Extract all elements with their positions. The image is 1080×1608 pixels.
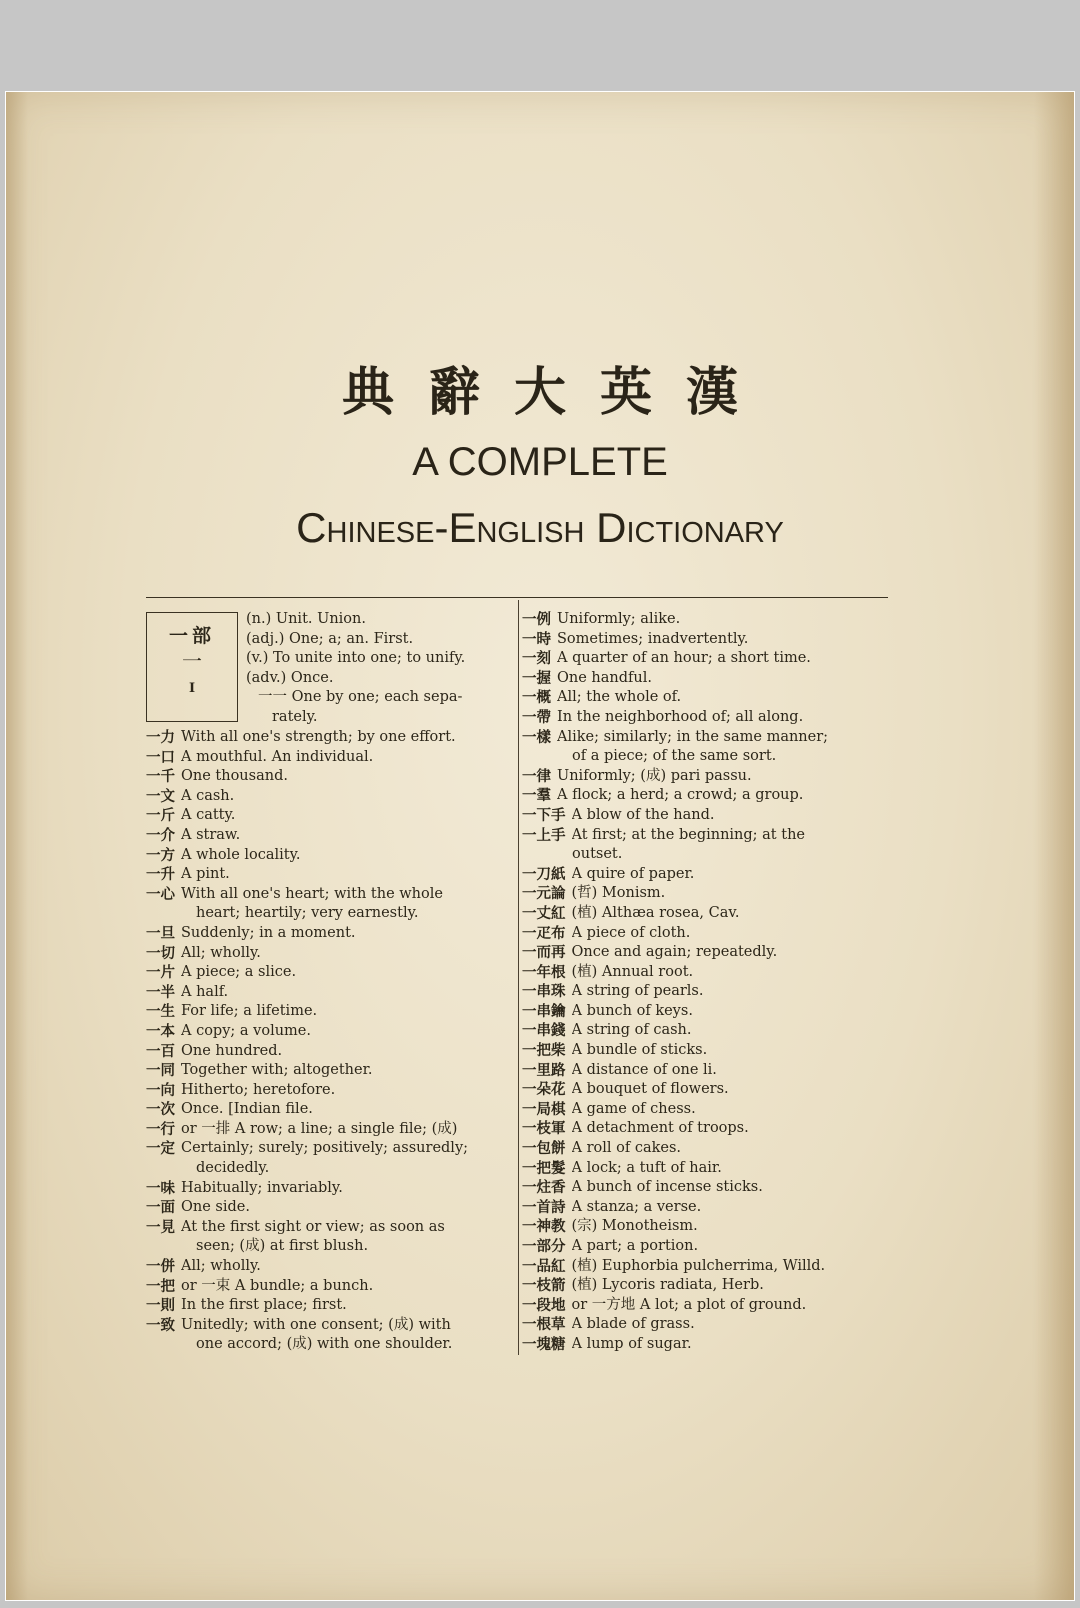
dictionary-entry <box>522 1296 888 1316</box>
page-edge-shadow <box>6 92 28 1600</box>
entry-term: 一疋布 <box>522 924 566 942</box>
entry-definition: or 一方地 A lot; a plot of ground. <box>571 1296 807 1313</box>
chinese-title: 典辭大英漢 <box>341 362 772 423</box>
entry-definition: Uniformly; (成) pari passu. <box>557 767 752 784</box>
dictionary-entry <box>146 983 508 1003</box>
entry-definition: A copy; a volume. <box>181 1022 311 1039</box>
right-column <box>522 610 888 1355</box>
dictionary-entry <box>146 885 508 905</box>
entry-term: 一見 <box>146 1218 175 1236</box>
dictionary-entry <box>522 1119 888 1139</box>
entry-definition: One side. <box>181 1199 250 1216</box>
entry-definition: (植) Annual root. <box>571 963 694 980</box>
dictionary-entry <box>146 728 508 748</box>
dictionary-entry <box>522 1198 888 1218</box>
dictionary-entry <box>522 1335 888 1355</box>
entry-term: 一刻 <box>522 650 551 668</box>
dictionary-entry <box>522 767 888 787</box>
dictionary-entry <box>522 1021 888 1041</box>
dictionary-entry <box>146 826 508 846</box>
entry-term: 一向 <box>146 1081 175 1099</box>
dictionary-entry <box>522 904 888 924</box>
entry-definition: A half. <box>181 983 229 1000</box>
title-rule <box>146 597 888 598</box>
entry-definition: A quire of paper. <box>571 865 695 882</box>
entry-definition: One handful. <box>557 669 652 686</box>
entry-definition-cont: decidedly. <box>196 1160 270 1177</box>
entry-term: 一下手 <box>522 806 566 824</box>
entry-definition: All; the whole of. <box>557 689 682 706</box>
entry-definition-cont: of a piece; of the same sort. <box>572 748 777 765</box>
entry-term: 一文 <box>146 787 175 805</box>
entry-definition: A cash. <box>181 787 235 804</box>
dictionary-entry <box>146 1120 508 1140</box>
entry-term: 一丈紅 <box>522 904 566 922</box>
dictionary-entry <box>146 1257 508 1277</box>
entry-term: 一同 <box>146 1062 175 1080</box>
entry-definition: Hitherto; heretofore. <box>181 1081 336 1098</box>
dictionary-entry <box>146 924 508 944</box>
dictionary-entry <box>522 610 888 630</box>
entry-term: 一生 <box>146 1003 175 1021</box>
dictionary-entry <box>522 1276 888 1296</box>
dictionary-entry <box>522 826 888 846</box>
dictionary-entry <box>522 1237 888 1257</box>
sense-adjective: (adj.) One; a; an. First. <box>246 630 414 647</box>
entry-definition: Certainly; surely; positively; assuredly; <box>181 1140 469 1157</box>
entry-term: 一半 <box>146 983 175 1001</box>
entry-term: 一部分 <box>522 1238 566 1255</box>
dictionary-entry <box>522 1217 888 1237</box>
entry-definition: A string of pearls. <box>571 983 704 1000</box>
entry-term: 一時 <box>522 630 551 648</box>
entry-term: 一里路 <box>522 1061 566 1079</box>
entry-term: 一枝箭 <box>522 1277 566 1295</box>
entry-term: 一行 <box>146 1120 175 1138</box>
sense-verb: (v.) To unite into one; to unify. <box>246 650 466 667</box>
entry-term: 一局棋 <box>522 1100 566 1118</box>
entry-definition: In the neighborhood of; all along. <box>557 708 804 725</box>
entry-definition: A lump of sugar. <box>571 1335 692 1352</box>
dictionary-entry <box>522 1178 888 1198</box>
entry-term: 一樣 <box>522 728 551 746</box>
radical-character: 一 <box>182 648 202 673</box>
entry-definition-cont: one accord; (成) with one shoulder. <box>196 1336 453 1353</box>
entry-term: 一切 <box>146 944 175 962</box>
entry-definition-cont: seen; (成) at first blush. <box>196 1238 369 1255</box>
dictionary-entry <box>146 865 508 885</box>
entry-definition: A roll of cakes. <box>571 1140 682 1157</box>
dictionary-entry <box>522 708 888 728</box>
entry-term: 一刀紙 <box>522 865 566 883</box>
title-line-1: A COMPLETE <box>412 440 668 484</box>
left-column <box>146 610 508 1355</box>
entry-term: 一片 <box>146 964 175 982</box>
entry-term: 一枝軍 <box>522 1120 566 1138</box>
entry-term: 一串珠 <box>522 983 566 1001</box>
entry-definition: For life; a lifetime. <box>181 1003 318 1020</box>
entry-term: 一次 <box>146 1101 175 1119</box>
entry-term: 一口 <box>146 748 175 766</box>
dictionary-entry <box>522 649 888 669</box>
entry-definition: At the first sight or view; as soon as <box>181 1218 445 1235</box>
dictionary-entry <box>522 688 888 708</box>
entry-term: 一握 <box>522 669 551 687</box>
entry-definition: A part; a portion. <box>571 1238 699 1254</box>
entry-definition: A quarter of an hour; a short time. <box>557 650 811 667</box>
entry-definition: A string of cash. <box>571 1022 692 1039</box>
entry-definition: One hundred. <box>181 1042 283 1059</box>
dictionary-entry <box>522 924 888 944</box>
sense-noun: (n.) Unit. Union. <box>246 611 366 627</box>
dictionary-entry <box>146 806 508 826</box>
entry-definition: A flock; a herd; a crowd; a group. <box>557 787 804 804</box>
entry-definition: (植) Lycoris radiata, Herb. <box>571 1277 764 1294</box>
entry-term: 一首詩 <box>522 1198 566 1216</box>
radical-label: 一部 <box>168 625 215 647</box>
dictionary-entry <box>522 1257 888 1277</box>
entry-term: 一把髮 <box>522 1159 566 1177</box>
entry-definition: Uniformly; alike. <box>557 611 681 627</box>
entry-definition: With all one's strength; by one effort. <box>181 729 456 745</box>
entry-definition: (宗) Monotheism. <box>571 1218 698 1235</box>
entry-term: 一方 <box>146 846 175 864</box>
dictionary-entry <box>146 748 508 768</box>
radical-number: I <box>188 680 196 696</box>
entry-definition: A stanza; a verse. <box>571 1198 702 1215</box>
title-line-2: Chinese-English Dictionary <box>296 504 784 551</box>
entry-definition: Habitually; invariably. <box>181 1179 343 1196</box>
entry-term: 一本 <box>146 1022 175 1040</box>
dictionary-entry <box>522 963 888 983</box>
dictionary-entry <box>146 1002 508 1022</box>
entry-definition: (哲) Monism. <box>571 885 666 902</box>
dictionary-entry <box>522 1002 888 1022</box>
dictionary-entry <box>146 787 508 807</box>
entry-term: 一定 <box>146 1140 175 1158</box>
dictionary-entry <box>146 1100 508 1120</box>
entry-term: 一年根 <box>522 963 566 981</box>
column-divider <box>518 600 519 1355</box>
entry-definition: or 一束 A bundle; a bunch. <box>181 1277 374 1294</box>
entry-definition: A distance of one li. <box>571 1061 717 1078</box>
dictionary-entry <box>146 944 508 964</box>
entry-definition: A bunch of keys. <box>571 1002 693 1019</box>
entry-definition: Unitedly; with one consent; (成) with <box>181 1316 451 1333</box>
dictionary-entry <box>522 1100 888 1120</box>
entry-definition: In the first place; first. <box>181 1297 347 1314</box>
dictionary-entry <box>522 1315 888 1335</box>
entry-term: 一把柴 <box>522 1042 566 1060</box>
dictionary-entry <box>146 1198 508 1218</box>
entry-term: 一包餅 <box>522 1140 566 1158</box>
sense-compound-cont: rately. <box>272 708 318 725</box>
entry-term: 一味 <box>146 1179 175 1197</box>
dictionary-entry <box>146 1022 508 1042</box>
entry-term: 一品紅 <box>522 1257 566 1275</box>
dictionary-entry <box>522 669 888 689</box>
entry-term: 一則 <box>146 1297 175 1315</box>
entry-term: 一元論 <box>522 885 566 903</box>
dictionary-entry <box>146 1139 508 1159</box>
dictionary-entry <box>522 865 888 885</box>
entry-term: 一上手 <box>522 826 566 844</box>
entry-definition: A blow of the hand. <box>571 806 715 823</box>
dictionary-entry <box>146 1218 508 1238</box>
dictionary-entry <box>522 1159 888 1179</box>
head-senses <box>238 610 508 728</box>
entry-definition: Together with; altogether. <box>181 1062 373 1079</box>
dictionary-entry <box>522 630 888 650</box>
entry-definition: A bundle of sticks. <box>571 1042 708 1059</box>
entry-definition: With all one's heart; with the whole <box>181 885 443 902</box>
entry-definition-cont: heart; heartily; very earnestly. <box>196 905 419 922</box>
entry-definition: A piece; a slice. <box>181 964 297 981</box>
dictionary-entry <box>146 1042 508 1062</box>
entry-definition: A game of chess. <box>571 1100 696 1117</box>
entry-term: 一概 <box>522 689 551 707</box>
dictionary-entry <box>522 1041 888 1061</box>
dictionary-page <box>6 92 1074 1600</box>
entry-definition: A detachment of troops. <box>571 1120 749 1137</box>
entry-definition: (植) Euphorbia pulcherrima, Willd. <box>571 1257 826 1274</box>
entry-term: 一羣 <box>522 787 551 805</box>
entry-definition: A mouthful. An individual. <box>181 748 374 765</box>
entry-term: 一斤 <box>146 807 175 825</box>
dictionary-entry <box>146 1316 508 1336</box>
entry-definition: A bouquet of flowers. <box>571 1081 729 1098</box>
dictionary-entry <box>146 1277 508 1297</box>
entry-term: 一致 <box>146 1316 175 1334</box>
entry-definition: or 一排 A row; a line; a single file; (成) <box>181 1120 458 1137</box>
entry-definition: All; wholly. <box>181 1258 261 1275</box>
entry-definition: Once. [Indian file. <box>181 1101 313 1118</box>
entry-term: 一塊糖 <box>522 1335 566 1353</box>
entry-term: 一律 <box>522 767 551 785</box>
entry-term: 一根草 <box>522 1316 566 1334</box>
dictionary-entry <box>146 1061 508 1081</box>
entry-definition: Alike; similarly; in the same manner; <box>557 728 829 745</box>
entry-term: 一百 <box>146 1042 175 1060</box>
entry-term: 一炷香 <box>522 1179 566 1197</box>
dictionary-entry <box>522 1061 888 1081</box>
entry-definition: A straw. <box>181 826 241 843</box>
dictionary-entry <box>522 1139 888 1159</box>
entry-term: 一串錢 <box>522 1022 566 1040</box>
entry-term: 一帶 <box>522 708 551 726</box>
entry-definition: A blade of grass. <box>571 1316 695 1333</box>
right-entry-list <box>522 610 888 1355</box>
entry-term: 一力 <box>146 729 175 746</box>
entry-term: 一千 <box>146 768 175 786</box>
entry-definition: Once and again; repeatedly. <box>571 944 778 961</box>
radical-box <box>146 612 238 722</box>
dictionary-entry <box>522 982 888 1002</box>
dictionary-entry <box>146 767 508 787</box>
sense-compound: 一一 One by one; each sepa- <box>258 689 463 706</box>
head-entry <box>146 610 508 728</box>
entry-definition: One thousand. <box>181 768 288 785</box>
entry-definition: Suddenly; in a moment. <box>181 924 356 941</box>
entry-definition: A piece of cloth. <box>571 924 691 941</box>
dictionary-entry <box>146 963 508 983</box>
entry-term: 一例 <box>522 611 551 628</box>
entry-term: 一段地 <box>522 1296 566 1314</box>
dictionary-entry <box>522 806 888 826</box>
entry-term: 一而再 <box>522 944 566 962</box>
entry-definition: A catty. <box>181 807 236 824</box>
dictionary-entry <box>522 943 888 963</box>
page-edge-shadow <box>1034 92 1074 1600</box>
dictionary-entry <box>522 786 888 806</box>
entry-definition-cont: outset. <box>572 846 623 863</box>
entry-term: 一升 <box>146 866 175 884</box>
entry-term: 一面 <box>146 1199 175 1217</box>
dictionary-entry <box>522 884 888 904</box>
entry-term: 一朵花 <box>522 1081 566 1099</box>
left-entry-list <box>146 728 508 1355</box>
entry-term: 一介 <box>146 826 175 844</box>
dictionary-entry <box>522 728 888 748</box>
entry-definition: (植) Althæa rosea, Cav. <box>571 904 740 921</box>
dictionary-entry <box>146 1081 508 1101</box>
entry-term: 一旦 <box>146 924 175 942</box>
entry-definition: At first; at the beginning; at the <box>571 826 805 843</box>
entry-definition: Sometimes; inadvertently. <box>557 630 749 647</box>
entry-term: 一心 <box>146 885 175 903</box>
entry-definition: A lock; a tuft of hair. <box>571 1159 722 1176</box>
dictionary-entry <box>522 1080 888 1100</box>
dictionary-entry <box>146 1296 508 1316</box>
dictionary-entry <box>146 1179 508 1199</box>
entry-definition: All; wholly. <box>181 944 261 961</box>
entry-term: 一併 <box>146 1258 175 1276</box>
entry-definition: A whole locality. <box>181 846 301 863</box>
sense-adverb: (adv.) Once. <box>246 669 334 686</box>
entry-term: 一神教 <box>522 1218 566 1236</box>
entry-term: 一串鑰 <box>522 1002 566 1020</box>
dictionary-entry <box>146 846 508 866</box>
entry-definition: A bunch of incense sticks. <box>571 1179 763 1196</box>
entry-definition: A pint. <box>181 866 230 883</box>
entry-term: 一把 <box>146 1277 175 1295</box>
